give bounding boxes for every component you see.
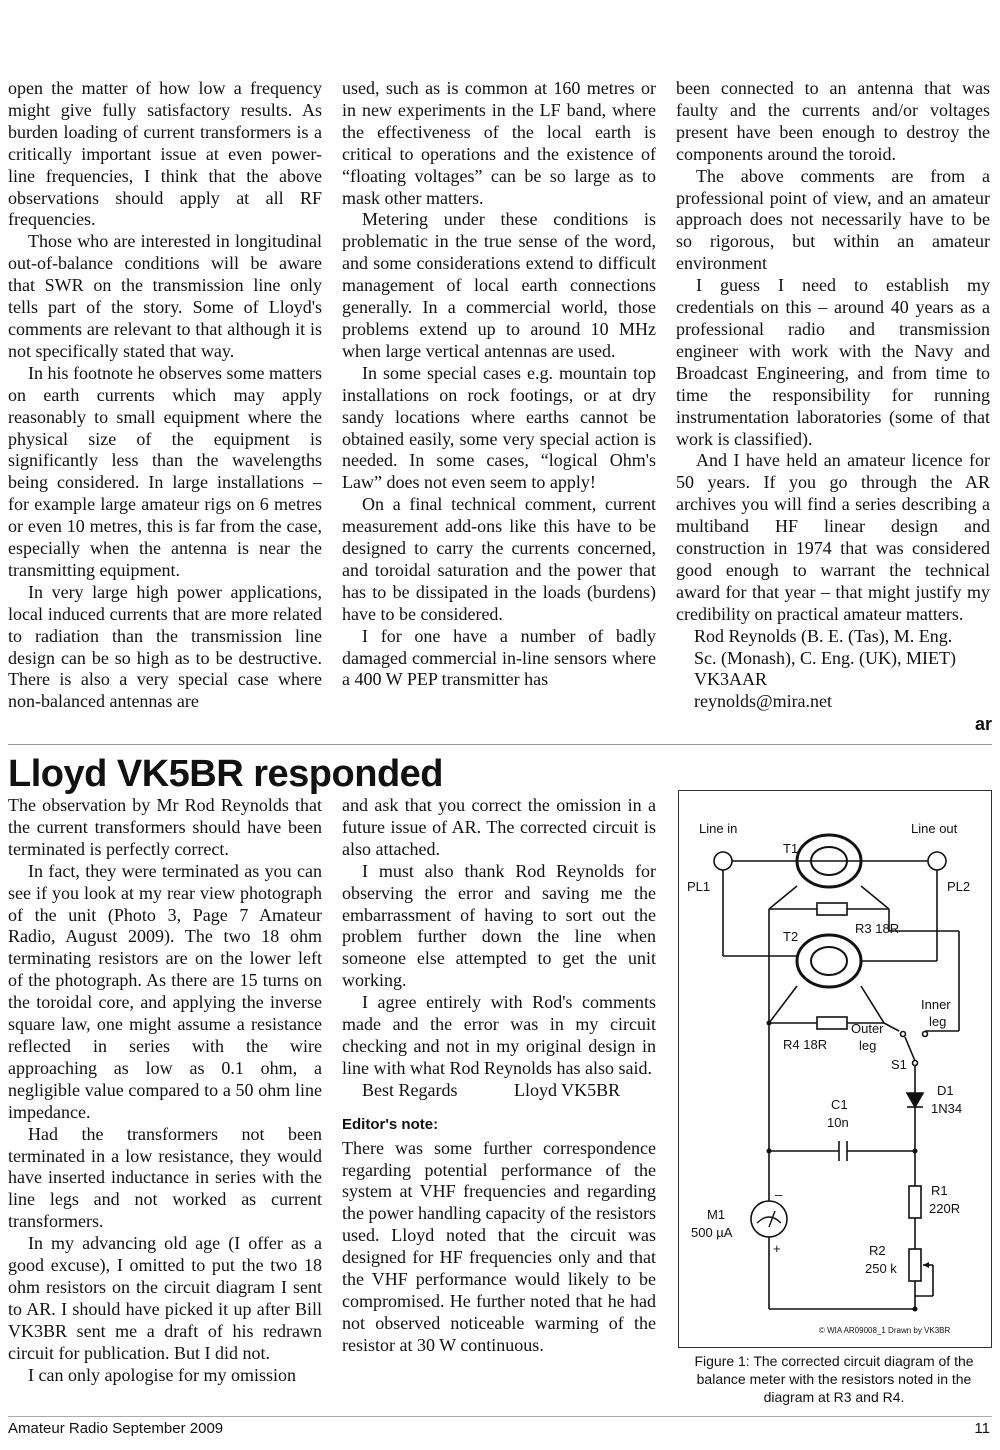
section-divider [8, 744, 992, 745]
circuit-diagram [679, 791, 991, 1347]
footer-publication: Amateur Radio September 2009 [8, 1420, 224, 1437]
paragraph: In his footnote he observes some matters on earth currents which may apply reasonably to small equipment where the physical size of the equipment is significantly less than the wavelengths being considered. In large installations – for example large amateur rigs on 6 metres or even 10 metres, this is far from the case, especially when the antenna is near the transmitting equipment. [8, 362, 322, 580]
label-line-out: Line out [911, 821, 958, 836]
label-t2: T2 [783, 929, 799, 944]
label-meter-plus: + [773, 1241, 781, 1256]
paragraph: In some special cases e.g. mountain top installations on rock footings, or at dry sandy locations where earths cannot be obtained easily, some very special action is needed. In some cases, “logical Ohm's Law” does not even seem to apply! [342, 362, 656, 493]
label-t1: T1 [783, 841, 799, 856]
connector-pl2 [928, 852, 946, 870]
response-column-1 [8, 795, 322, 1386]
label-c1: C1 [831, 1097, 848, 1112]
paragraph: I for one have a number of badly damaged commercial in-line sensors where a 400 W PEP transmitter has [342, 625, 656, 690]
label-r2: R2 [869, 1243, 886, 1258]
label-d1: D1 [937, 1083, 954, 1098]
paragraph: On a final technical comment, current measurement add-ons like this have to be designed to carry the currents concerned, and toroidal saturation and the power that has to be dissipated in the loads (burdens) have to be considered. [342, 494, 656, 624]
toroid-t2 [797, 935, 861, 987]
closing: Best Regards [362, 1079, 458, 1100]
label-m1-value: 500 µA [691, 1225, 733, 1240]
label-r4: R4 18R [783, 1037, 828, 1052]
label-s1: S1 [891, 1057, 907, 1072]
switch-s1-contact [901, 1032, 906, 1037]
paragraph: I agree entirely with Rod's comments made and the error was in my circuit checking and not in my original design in line with what Rod Reynolds has also said. [342, 992, 656, 1078]
resistor-r4 [817, 1017, 847, 1029]
paragraph: I can only apologise for my omission [28, 1364, 296, 1385]
label-outer-leg-2: leg [859, 1038, 877, 1053]
article-column-1 [8, 78, 322, 713]
label-m1: M1 [707, 1207, 726, 1222]
paragraph: The observation by Mr Rod Reynolds that the current transformers should have been terminated is perfectly correct. [8, 795, 322, 859]
label-inner-leg: Inner [921, 997, 951, 1012]
paragraph: used, such as is common at 160 metres or in new experiments in the LF band, where the effectiveness of the local earth is critical to operations and the existence of “floating voltages” can be so large as to mask other matters. [342, 78, 656, 208]
label-pl1: PL1 [687, 879, 711, 894]
paragraph: In my advancing old age (I offer as a good excuse), I omitted to put the two 18 ohm resistors on the circuit diagram I sent to AR. I should have picked it up after Bill VK3BR sent me a draft of his redrawn circuit for publication. But I did not. [8, 1233, 322, 1363]
label-outer-leg: Outer [851, 1021, 884, 1036]
label-line-in: Line in [699, 821, 738, 836]
paragraph: I must also thank Rod Reynolds for observing the error and saving me the embarrassment of having to sort out the problem further down the line when someone else attempted to get the unit working. [342, 860, 656, 991]
page-number: 11 [974, 1420, 990, 1437]
paragraph: and ask that you correct the omission in a future issue of AR. The corrected circuit is also attached. [342, 795, 656, 859]
connector-pl1 [714, 852, 732, 870]
label-c1-value: 10n [827, 1115, 849, 1130]
figure-credit: © WIA AR09008_1 Drawn by VK3BR [819, 1326, 951, 1335]
figure-caption: Figure 1: The corrected circuit diagram of the balance meter with the resistors noted in the diagram at R3 and R4. [694, 1353, 974, 1405]
editors-note: There was some further correspondence regarding potential performance of the system at VHF frequencies and regarding the power handling capacity of the resistors used. Lloyd noted that the circuit was designed for HF frequencies only and that the VHF performance would likely to be compromised. He further noted that he had not observed noticeable warming of the resistor at 30 W continuous. [342, 1137, 656, 1355]
paragraph: In fact, they were terminated as you can see if you look at my rear view photograph of the unit (Photo 3, Page 7 Amateur Radio, August 2009). The two 18 ohm terminating resistors are on the lower left of the photograph. As there are 15 turns on the toroidal core, and applying the inverse square law, one might assume a resistance reflected in series with the wire approaching as low as 0.1 ohm, a negligible value compared to a 50 ohm line impedance. [8, 860, 322, 1122]
label-r1-value: 220R [929, 1201, 961, 1216]
paragraph: I guess I need to establish my credentials on this – around 40 years as a professional radio and transmission engineer with work with the Navy and Broadcast Engineering, and from time to time the responsibility for running instrumentation laboratories (some of that work is classified). [676, 275, 990, 449]
label-r3: R3 18R [855, 921, 900, 936]
label-d1-value: 1N34 [931, 1101, 963, 1116]
potentiometer-r2 [909, 1249, 921, 1281]
label-pl2: PL2 [947, 879, 971, 894]
end-of-article-mark: ar [974, 714, 992, 734]
resistor-r1 [909, 1186, 921, 1218]
closing-name: Lloyd VK5BR [513, 1079, 621, 1100]
paragraph: Had the transformers not been terminated in a low resistance, they would have inserted inductance in series with the line legs and not worked as current transformers. [8, 1123, 322, 1232]
paragraph: In very large high power applications, local induced currents that are more related to radiation than the transmission line design can be so high as to be destructive. There is also a very special case where non-balanced antennas are [8, 581, 322, 712]
meter-m1 [751, 1201, 787, 1237]
diode-d1 [907, 1093, 923, 1107]
paragraph: And I have held an amateur licence for 50 years. If you go through the AR archives you will find a series describing a multiband HF linear design and construction in 1974 that was considered good enough to warrant the technical award for that year – that might justify my credibility on practical amateur matters. [676, 450, 990, 624]
paragraph: open the matter of how low a frequency might give fully satisfactory results. As burden loading of current transformers is a critically important issue at even power-line frequencies, I think that the above observations should apply at all RF frequencies. [8, 78, 322, 230]
circuit-diagram-figure [678, 790, 992, 1348]
label-r2-value: 250 k [865, 1261, 897, 1276]
paragraph: been connected to an antenna that was faulty and the currents and/or voltages present have been enough to destroy the components around the toroid. [676, 78, 990, 164]
author-email: reynolds@mira.net [694, 691, 833, 712]
editors-note-heading: Editor's note: [342, 1115, 439, 1133]
author-signature-line-1: Rod Reynolds (B. E. (Tas), M. Eng. [694, 625, 953, 646]
label-meter-minus: – [775, 1187, 783, 1202]
article-headline: Lloyd VK5BR responded [8, 753, 443, 795]
paragraph: The above comments are from a professional point of view, and an amateur approach does not necessarily have to be so rigorous, but within an amateur environment [676, 165, 990, 274]
response-column-2 [342, 795, 656, 1357]
paragraph: Those who are interested in longitudinal out-of-balance conditions will be aware that SWR on the transmission line only tells part of the story. Some of Lloyd's comments are relevant to that although it is not specifically stated that way. [8, 231, 322, 361]
author-callsign: VK3AAR [694, 669, 768, 690]
closing-line [342, 1080, 656, 1102]
resistor-r3 [817, 903, 847, 915]
author-signature-line-2: Sc. (Monash), C. Eng. (UK), MIET) [694, 647, 956, 668]
label-r1: R1 [931, 1183, 948, 1198]
article-column-2 [342, 78, 656, 691]
article-column-3 [676, 78, 990, 713]
footer-rule [8, 1416, 992, 1417]
label-inner-leg-2: leg [929, 1014, 947, 1029]
paragraph: Metering under these conditions is problematic in the true sense of the word, and some considerations extend to difficult management of local earth connections generally. In a commercial world, those problems extend up to around 10 MHz when large vertical antennas are used. [342, 209, 656, 361]
